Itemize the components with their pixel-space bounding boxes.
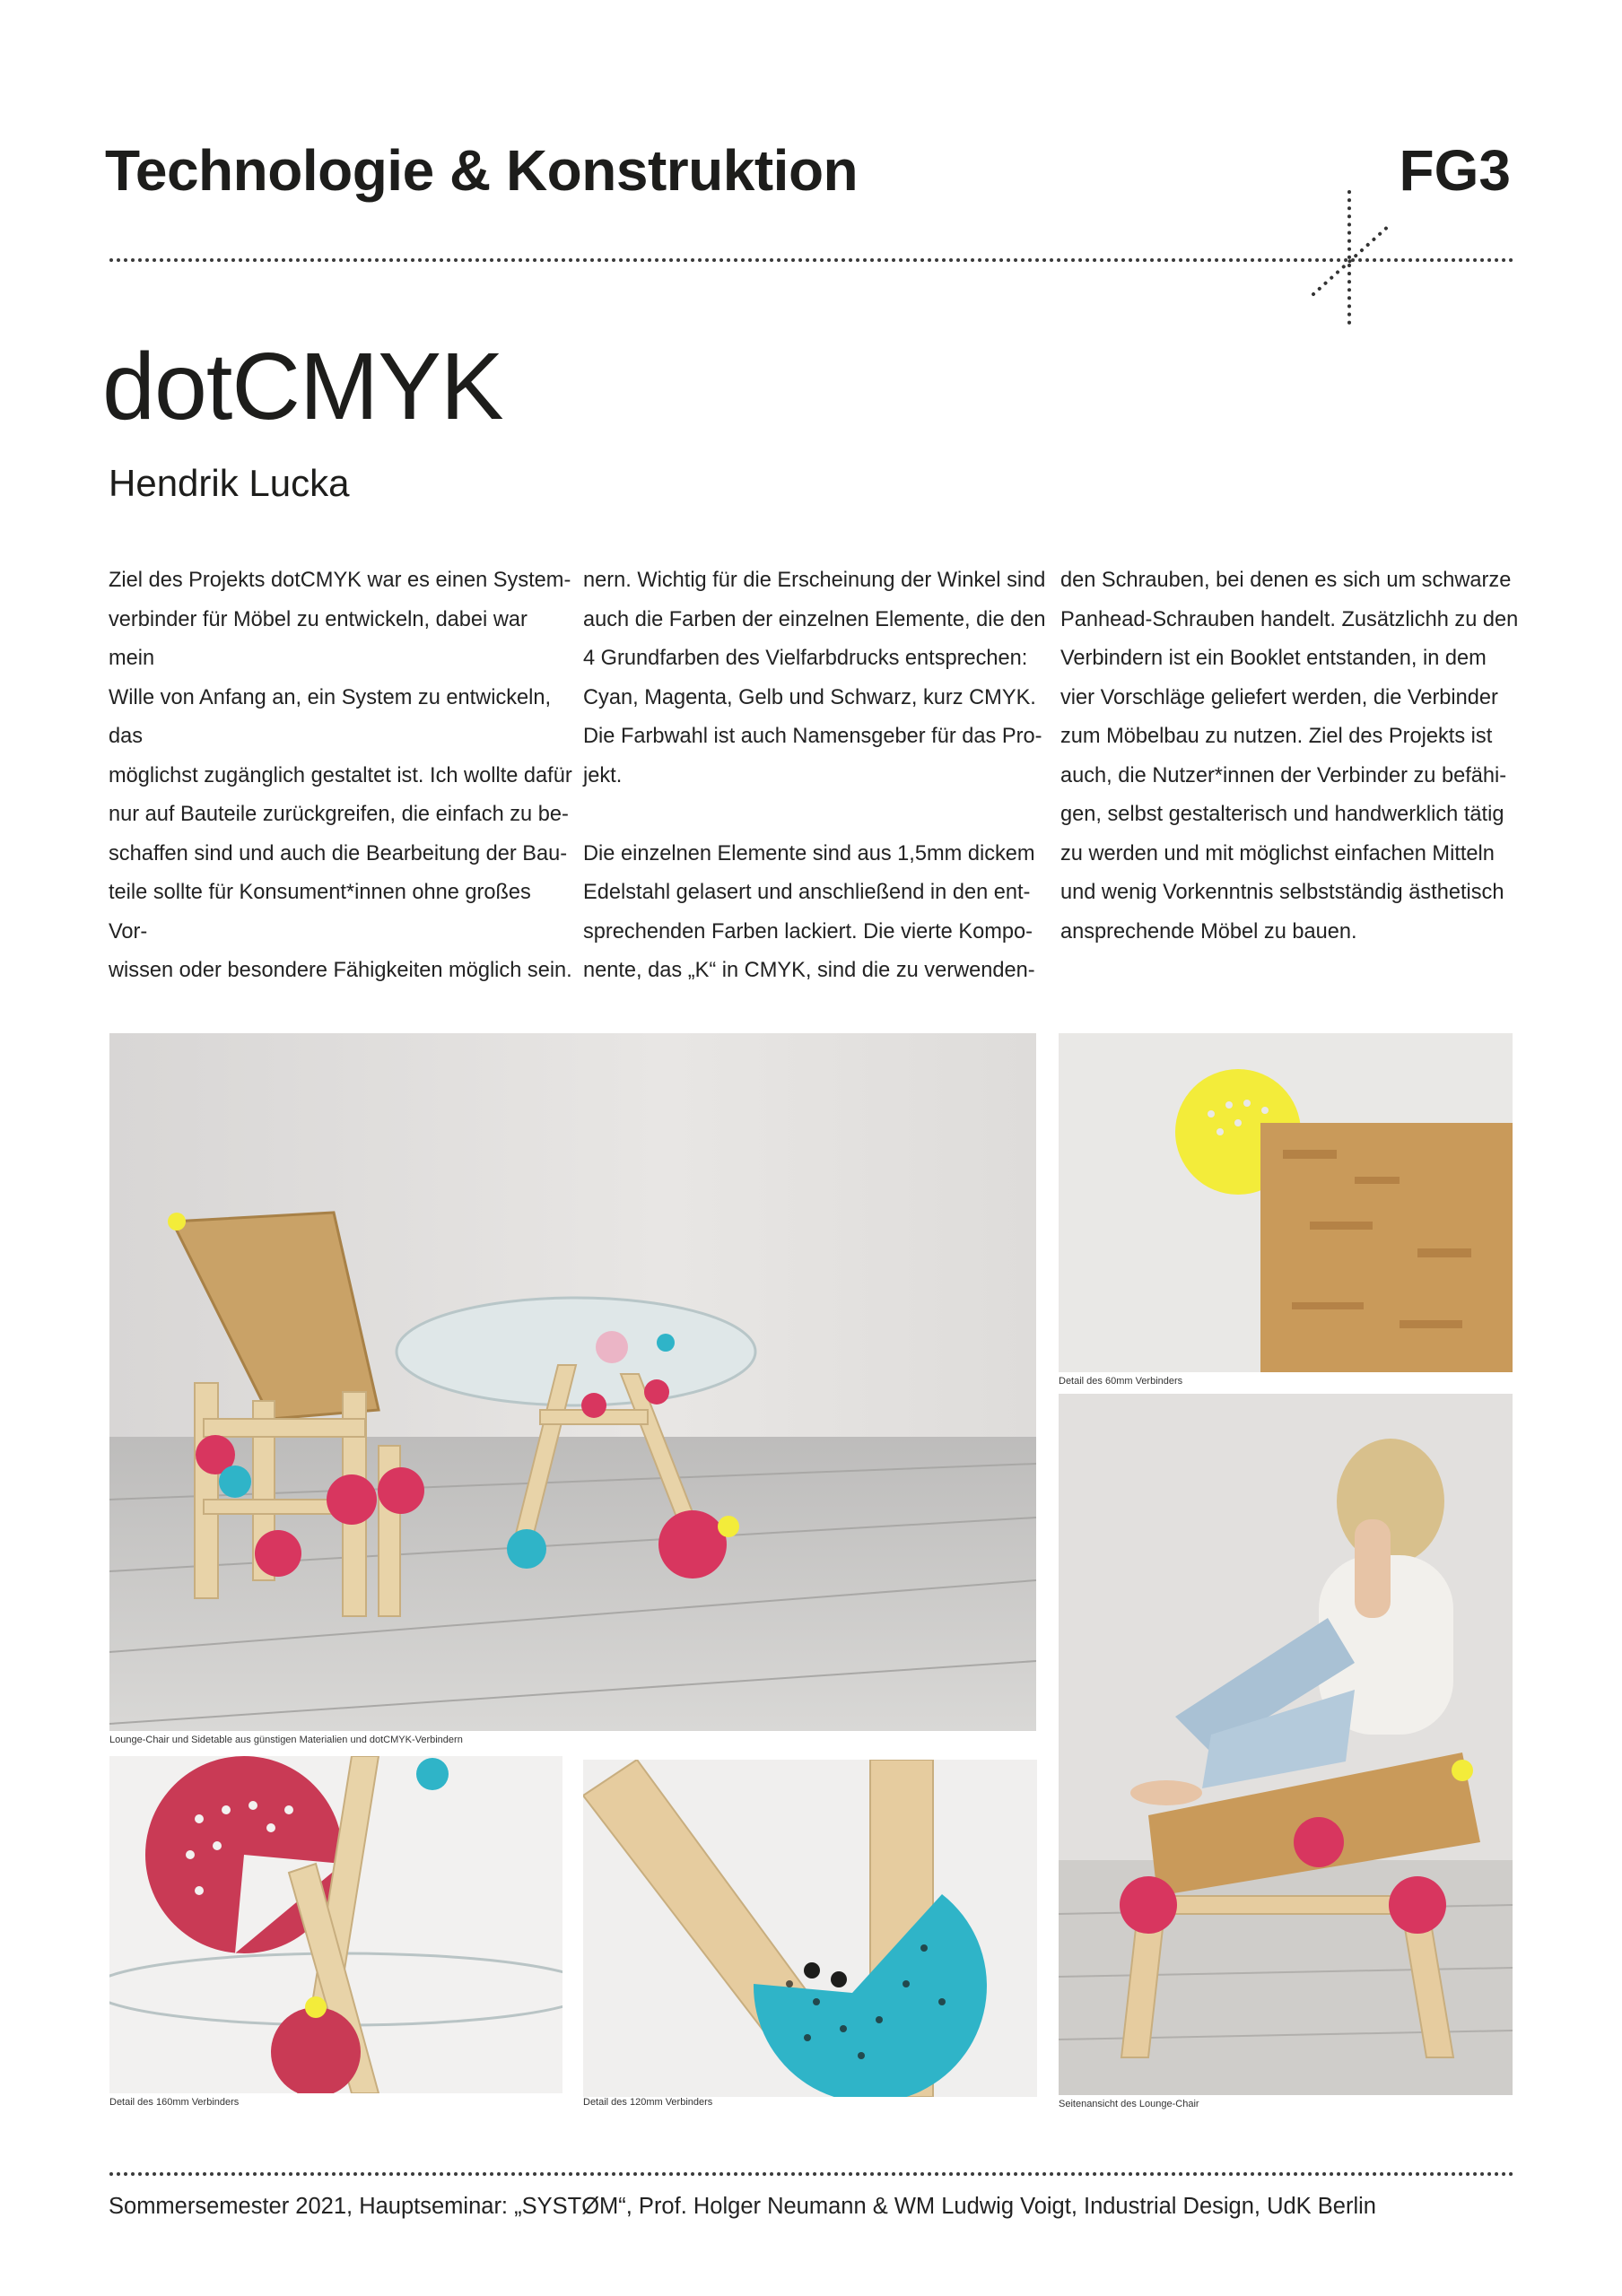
detail-160mm-caption: Detail des 160mm Verbinders [109,2097,240,2108]
section-code: FG3 [1399,138,1511,203]
section-title: Technologie & Konstruktion [105,138,859,203]
bottom-dotted-divider [109,2172,1514,2176]
project-author: Hendrik Lucka [109,462,350,504]
detail-120mm-caption: Detail des 120mm Verbinders [583,2097,713,2108]
dotted-star-icon [1301,188,1408,332]
body-text-column-3: den Schrauben, bei denen es sich um schwarze Panhead-Schrauben handelt. Zusätzlichh zu den Verbindern ist ein Booklet entstanden, in dem vier Vorschläge geliefert werden, die Verbinder zum Möbelbau zu nutzen. Ziel des Projekts ist auch, die Nutzer*innen der Verbinder zu befähi- gen, selbst gestalterisch und handwerklich tätig zu werden und mit möglichst einfachen Mitteln und wenig Vorkenntnis selbstständig ästhetisch ansprechende Möbel zu bauen. [1060,569,1519,944]
detail-160mm-photo [109,1756,562,2093]
body-text-column-1: Ziel des Projekts dotCMYK war es einen System- verbinder für Möbel zu entwickeln, dabei war mein Wille von Anfang an, ein System zu entwickeln, das möglichst zugänglich gestaltet ist. Ich wollte dafür nur auf Bauteile zurückgreifen, die einfach zu be- schaffen sind und auch die Bearbeitung der Bau- teile sollte für Konsument*innen ohne großes Vor- wissen oder besondere Fähigkeiten möglich sein. [109,569,572,982]
main-photo [109,1033,1036,1731]
detail-120mm-photo [583,1760,1037,2097]
footer-credits: Sommersemester 2021, Hauptseminar: „SYSTØM“, Prof. Holger Neumann & WM Ludwig Voigt, Industrial Design, UdK Berlin [109,2194,1376,2219]
main-photo-caption: Lounge-Chair und Sidetable aus günstigen Materialien und dotCMYK-Verbindern [109,1735,463,1745]
project-title: dotCMYK [102,334,503,439]
detail-60mm-caption: Detail des 60mm Verbinders [1059,1376,1183,1387]
side-view-photo [1059,1394,1513,2095]
side-view-caption: Seitenansicht des Lounge-Chair [1059,2099,1199,2109]
detail-60mm-photo [1059,1033,1513,1372]
body-text-column-2: nern. Wichtig für die Erscheinung der Winkel sind auch die Farben der einzelnen Elemente, die den 4 Grundfarben des Vielfarbdrucks entsprechen: Cyan, Magenta, Gelb und Schwarz, kurz CMYK. Die Farbwahl ist auch Namensgeber für das Pro- jekt. Die einzelnen Elemente sind aus 1,5mm dickem Edelstahl gelasert und anschließend in den ent- sprechenden Farben lackiert. Die vierte Kompo- nente, das „K“ in CMYK, sind die zu verwenden- [583,569,1046,982]
